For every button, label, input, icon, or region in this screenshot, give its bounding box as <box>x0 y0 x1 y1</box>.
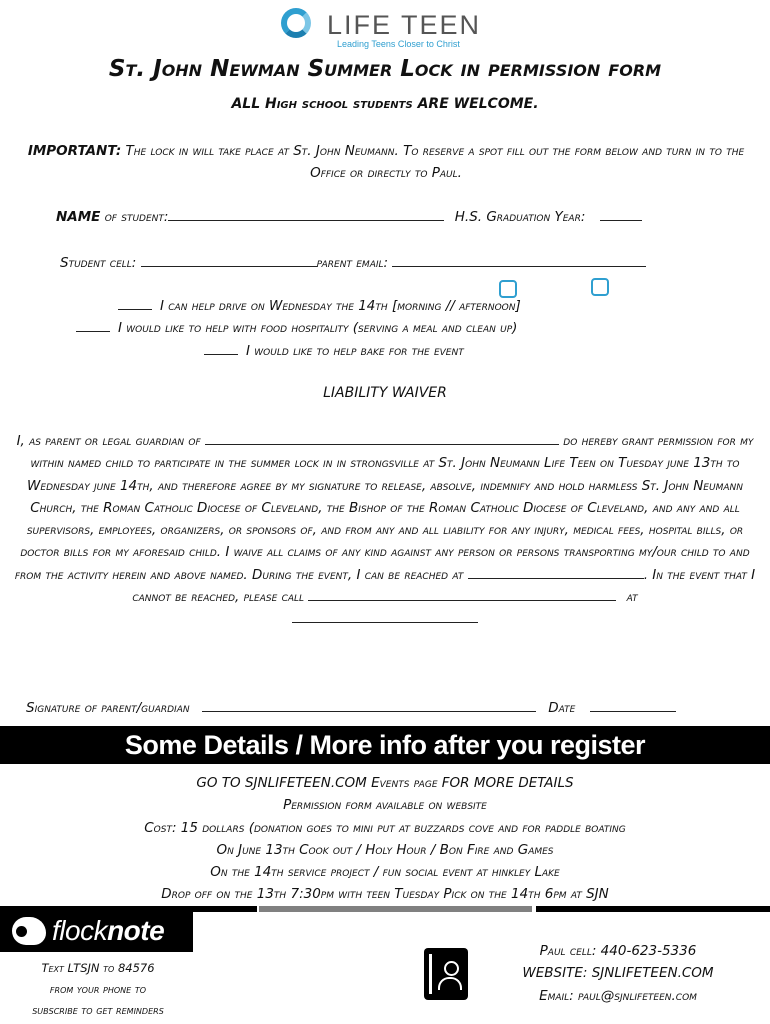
details-list <box>0 772 770 906</box>
text-instruction-line: from your phone to <box>49 982 147 996</box>
sheep-icon <box>12 917 46 945</box>
contact-info <box>484 940 752 1007</box>
option-drive <box>118 297 521 314</box>
email-link[interactable]: Email: paul@sjnlifeteen.com <box>539 987 697 1004</box>
option-hospitality-blank[interactable] <box>76 319 110 332</box>
student-name-field[interactable] <box>168 208 444 221</box>
text-instruction-line: subscribe to get reminders <box>32 1003 164 1017</box>
paul-cell: Paul cell: 440-623-5336 <box>539 943 697 959</box>
option-hospitality <box>76 319 517 336</box>
alternate-contact-field[interactable] <box>308 588 616 601</box>
contact-row <box>60 254 646 271</box>
form-title: St. John Newman Summer Lock in permission form <box>108 56 662 82</box>
option-bake <box>204 342 464 359</box>
grad-year-label: H.S. Graduation Year: <box>454 209 586 225</box>
parent-email-field[interactable] <box>392 254 646 267</box>
contact-card-icon <box>424 948 468 1000</box>
details-banner <box>0 726 770 764</box>
signature-row <box>26 699 676 716</box>
text-instructions <box>0 958 196 1021</box>
flocknote-logo <box>0 912 193 952</box>
parent-phone-field[interactable] <box>468 566 644 579</box>
website-link[interactable]: WEBSITE: SJNLIFETEEN.COM <box>522 965 714 982</box>
details-line: On June 13th Cook out / Holy Hour / Bon Fire and Games <box>216 841 554 858</box>
option-drive-label: I can help drive on Wednesday the 14th [morning // afternoon] <box>160 298 521 314</box>
parent-email-label: parent email: <box>316 255 389 271</box>
logo-name: LIFE TEEN <box>327 10 482 40</box>
grad-year-field[interactable] <box>600 208 642 221</box>
details-line: On the 14th service project / fun social event at hinkley Lake <box>210 864 560 881</box>
waiver-title: LIABILITY WAIVER <box>323 385 447 401</box>
afternoon-checkbox[interactable] <box>591 278 609 296</box>
name-row <box>56 208 642 225</box>
details-line: Permission form available on website <box>283 797 487 814</box>
waiver-text <box>6 430 764 631</box>
waiver-text-3: at <box>626 589 638 606</box>
waiver-text-start: I, as parent or legal guardian of <box>16 433 201 449</box>
details-line: Cost: 15 dollars (donation goes to mini put at buzzards cove and for paddle boating <box>144 819 626 836</box>
signature-label: Signature of parent/guardian <box>26 700 190 716</box>
important-label: IMPORTANT: <box>27 143 122 159</box>
date-field[interactable] <box>590 699 676 712</box>
name-label: NAME <box>56 209 101 225</box>
text-instruction-line: Text LTSJN to 84576 <box>41 961 155 975</box>
morning-checkbox[interactable] <box>499 280 517 298</box>
important-text: The lock in will take place at St. John Neumann. To reserve a spot fill out the form below and turn in to the Office or directly to Paul. <box>125 143 745 181</box>
important-note <box>16 140 756 184</box>
details-line: Drop off on the 13th 7:30pm with teen Tuesday Pick on the 14th 6pm at SJN <box>161 886 609 903</box>
waiver-text-1: do hereby grant permission for my within named child to participate in the summer lock in in strongsville at St. John Neumann Life Teen on Tuesday june 13th to Wednesday june 14th, and therefore agree by my signature to release, absolve, indemnify and hold harmless St. John Neumann Church, the Roman Catholic Diocese of Cleveland, the Bishop of the Roman Catholic Diocese of Cleveland, and any and all supervisors, employees, organizers, or sponsors of, and from any and all liability for any injury, medical fees, hospital bills, or doctor bills for my aforesaid child. I waive all claims of any kind against any person or persons transporting my/our child to and from the activity herein and above named. During the event, I can be reached at <box>14 433 754 583</box>
student-cell-field[interactable] <box>141 254 317 267</box>
alternate-phone-field[interactable] <box>292 610 478 623</box>
option-drive-blank[interactable] <box>118 297 152 310</box>
divider <box>259 906 532 912</box>
option-bake-label: I would like to help bake for the event <box>246 343 464 359</box>
flocknote-wordmark: flocknote <box>52 915 165 946</box>
option-hospitality-label: I would like to help with food hospitality (serving a meal and clean up) <box>118 320 518 336</box>
name-suffix: of student: <box>104 209 169 225</box>
divider <box>536 906 770 912</box>
welcome-line: ALL High school students ARE WELCOME. <box>231 96 539 112</box>
waiver-text-2: . In the event that I cannot be reached, please call <box>132 566 756 606</box>
logo-tagline: Leading Teens Closer to Christ <box>337 39 460 49</box>
details-banner-text: Some Details / More info after you register <box>124 730 646 760</box>
life-teen-ring-icon <box>281 8 311 38</box>
details-line: GO TO SJNLIFETEEN.COM Events page FOR MORE DETAILS <box>196 775 574 791</box>
signature-field[interactable] <box>202 699 536 712</box>
student-cell-label: Student cell: <box>60 255 137 271</box>
date-label: Date <box>548 700 576 716</box>
child-name-field[interactable] <box>205 432 559 445</box>
option-bake-blank[interactable] <box>204 342 238 355</box>
